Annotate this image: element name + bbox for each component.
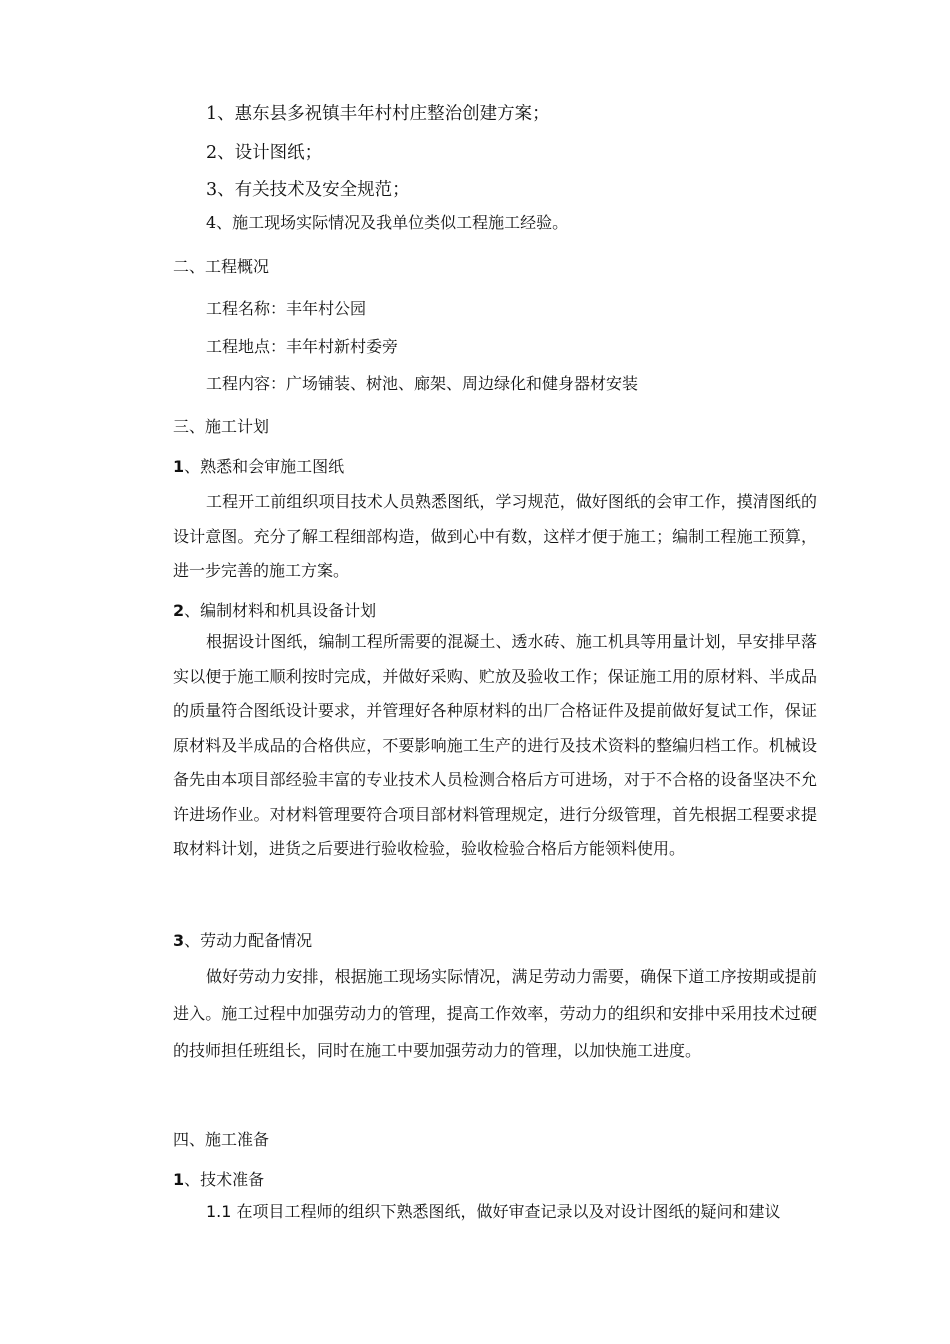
subsection-title: 、编制材料和机具设备计划 — [184, 601, 377, 620]
subsection-title: 、劳动力配备情况 — [184, 931, 313, 950]
subsection-3-2-body: 根据设计图纸，编制工程所需要的混凝土、透水砖、施工机具等用量计划，早安排早落实以便于施工顺利按时完成，并做好采购、贮放及验收工作；保证施工用的原材料、半成品的质量符合图纸设计要求，并管理好各种原材料的出厂合格证件及提前做好复试工作，保证原材料及半成品的合格供应，不要影响施工生产的进行及技术资料的整编归档工作。机械设备先由本项目部经验丰富的专业技术人员检测合格后方可进场，对于不合格的设备坚决不允许进场作业。对材料管理要符合项目部材料管理规定，进行分级管理，首先根据工程要求提取材料计划，进货之后要进行验收检验，验收检验合格后方能领料使用。 — [173, 632, 817, 858]
subsection-4-1-1-body — [173, 1195, 817, 1230]
project-name: 工程名称：丰年村公园 — [206, 299, 367, 318]
project-location: 工程地点：丰年村新村委旁 — [206, 337, 399, 356]
subsection-3-2-title — [173, 603, 376, 619]
subsection-number: 1 — [173, 457, 185, 476]
section-3-heading: 三、施工计划 — [173, 417, 270, 436]
subsection-title: 、熟悉和会审施工图纸 — [184, 457, 345, 476]
subsection-4-1-title — [173, 1172, 264, 1188]
subsection-3-3-title — [173, 933, 312, 949]
section-2-heading: 二、工程概况 — [173, 257, 270, 276]
basis-item-2: 2、设计图纸； — [206, 143, 323, 163]
basis-item-3: 3、有关技术及安全规范； — [206, 180, 410, 200]
basis-item-1: 1、惠东县多祝镇丰年村村庄整治创建方案； — [206, 104, 550, 124]
clause-number: 1.1 — [206, 1202, 232, 1221]
subsection-title: 、技术准备 — [184, 1170, 265, 1189]
subsection-3-3-body: 做好劳动力安排，根据施工现场实际情况，满足劳动力需要，确保下道工序按期或提前进入。施工过程中加强劳动力的管理，提高工作效率，劳动力的组织和安排中采用技术过硬的技师担任班组长，同时在施工中要加强劳动力的管理，以加快施工进度。 — [173, 967, 817, 1060]
project-content: 工程内容：广场铺装、树池、廊架、周边绿化和健身器材安装 — [206, 374, 639, 393]
subsection-number: 3 — [173, 931, 185, 950]
subsection-number: 1 — [173, 1170, 185, 1189]
subsection-3-1-title — [173, 459, 344, 475]
section-4-heading: 四、施工准备 — [173, 1130, 270, 1149]
subsection-3-1-body: 工程开工前组织项目技术人员熟悉图纸，学习规范，做好图纸的会审工作，摸清图纸的设计意图。充分了解工程细部构造，做到心中有数，这样才便于施工；编制工程施工预算，进一步完善的施工方案。 — [173, 492, 817, 580]
basis-item-4: 4、施工现场实际情况及我单位类似工程施工经验。 — [206, 213, 569, 232]
subsection-number: 2 — [173, 601, 185, 620]
clause-text: 在项目工程师的组织下熟悉图纸，做好审查记录以及对设计图纸的疑问和建议 — [231, 1202, 781, 1221]
